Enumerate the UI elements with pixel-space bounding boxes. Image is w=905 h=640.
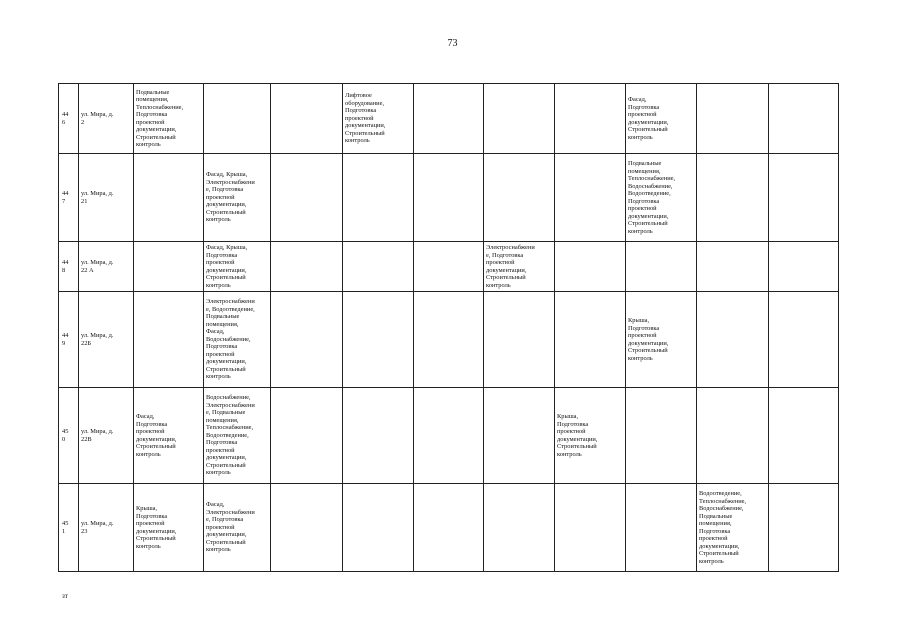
work-cell	[204, 388, 271, 484]
work-cell	[769, 388, 839, 484]
address-cell	[79, 154, 134, 242]
work-cell	[697, 84, 769, 154]
work-cell	[484, 242, 555, 292]
work-cell	[271, 388, 343, 484]
address-cell	[79, 242, 134, 292]
work-text: Фасад, Крыша, Подготовка проектной документации, Строительный контроль	[206, 244, 248, 289]
work-cell	[484, 84, 555, 154]
work-cell	[626, 388, 697, 484]
work-cell	[134, 242, 204, 292]
work-cell	[555, 154, 626, 242]
work-cell	[769, 154, 839, 242]
work-text: Подвальные помещения, Теплоснабжение, Водоснабжение, Водоотведение, Подготовка проектной документации, Строительный контроль	[628, 160, 676, 235]
work-cell	[697, 154, 769, 242]
work-text: Фасад, Подготовка проектной документации, Строительный контроль	[136, 413, 177, 458]
address-text: ул. Мира, д. 22В	[81, 428, 114, 443]
work-cell	[484, 388, 555, 484]
work-cell	[204, 84, 271, 154]
table-row	[59, 388, 839, 484]
work-cell	[555, 484, 626, 572]
row-number-text: 44 6	[62, 111, 69, 126]
work-text: Крыша, Подготовка проектной документации, Строительный контроль	[628, 317, 669, 362]
work-cell	[697, 242, 769, 292]
work-cell	[484, 154, 555, 242]
table-row	[59, 484, 839, 572]
work-cell	[271, 84, 343, 154]
work-cell	[697, 484, 769, 572]
work-cell	[134, 154, 204, 242]
address-cell	[79, 484, 134, 572]
address-text: ул. Мира, д. 22 А	[81, 259, 114, 274]
work-cell	[134, 84, 204, 154]
work-cell	[271, 242, 343, 292]
work-cell	[343, 292, 414, 388]
work-cell	[555, 388, 626, 484]
row-number-text: 44 8	[62, 259, 69, 274]
work-cell	[414, 84, 484, 154]
work-text: Крыша, Подготовка проектной документации, Строительный контроль	[557, 413, 598, 458]
work-cell	[204, 292, 271, 388]
work-cell	[204, 154, 271, 242]
row-number-text: 45 1	[62, 520, 69, 535]
work-cell	[626, 154, 697, 242]
work-cell	[769, 292, 839, 388]
work-cell	[271, 292, 343, 388]
work-text: Водоснабжение, Электроснабжени e, Подвальные помещения, Теплоснабжение, Водоотведение, Подготовка проектной документации, Строительный контроль	[206, 394, 255, 477]
work-cell	[343, 484, 414, 572]
address-text: ул. Мира, д. 22Б	[81, 332, 114, 347]
work-cell	[484, 484, 555, 572]
work-text: Фасад, Электроснабжени e, Подготовка проектной документации, Строительный контроль	[206, 501, 255, 554]
work-cell	[555, 292, 626, 388]
work-cell	[769, 484, 839, 572]
work-cell	[271, 484, 343, 572]
work-cell	[769, 242, 839, 292]
work-cell	[271, 154, 343, 242]
address-text: ул. Мира, д. 23	[81, 520, 114, 535]
work-cell	[414, 154, 484, 242]
work-cell	[414, 388, 484, 484]
work-cell	[204, 242, 271, 292]
address-cell	[79, 292, 134, 388]
work-cell	[626, 292, 697, 388]
table-row	[59, 242, 839, 292]
address-text: ул. Мира, д. 21	[81, 190, 114, 205]
work-text: Электроснабжени e, Водоотведение, Подвальные помещения, Фасад, Водоснабжение, Подготовка проектной документации, Строительный контроль	[206, 298, 255, 381]
work-text: Подвальные помещения, Теплоснабжение, Подготовка проектной документации, Строительный контроль	[136, 88, 184, 148]
work-text: Водоотведение, Теплоснабжение, Водоснабжение, Подвальные помещения, Подготовка проектной документации, Строительный контроль	[699, 490, 747, 565]
work-cell	[555, 84, 626, 154]
work-cell	[697, 292, 769, 388]
work-text: Лифтовое оборудование, Подготовка проектной документации, Строительный контроль	[345, 92, 386, 145]
address-text: ул. Мира, д. 2	[81, 111, 114, 126]
work-cell	[414, 484, 484, 572]
row-number	[59, 154, 79, 242]
work-cell	[626, 84, 697, 154]
work-cell	[134, 292, 204, 388]
work-cell	[414, 292, 484, 388]
table-row	[59, 154, 839, 242]
work-cell	[343, 242, 414, 292]
work-text: Фасад, Крыша, Электроснабжени e, Подготовка проектной документации, Строительный контроль	[206, 171, 255, 224]
address-cell	[79, 388, 134, 484]
row-number-text: 44 7	[62, 190, 69, 205]
work-text: Электроснабжени e, Подготовка проектной документации, Строительный контроль	[486, 244, 535, 289]
row-number	[59, 388, 79, 484]
page-number: 73	[447, 38, 458, 49]
footer-mark: зт	[62, 592, 68, 600]
work-cell	[134, 388, 204, 484]
repair-schedule-table	[58, 83, 839, 572]
row-number-text: 44 9	[62, 332, 69, 347]
work-cell	[484, 292, 555, 388]
work-cell	[134, 484, 204, 572]
address-cell	[79, 84, 134, 154]
work-text: Крыша, Подготовка проектной документации, Строительный контроль	[136, 505, 177, 550]
work-cell	[626, 242, 697, 292]
work-cell	[414, 242, 484, 292]
table-row	[59, 84, 839, 154]
work-cell	[343, 84, 414, 154]
work-cell	[343, 388, 414, 484]
table-row	[59, 292, 839, 388]
work-cell	[204, 484, 271, 572]
work-cell	[555, 242, 626, 292]
row-number	[59, 292, 79, 388]
work-cell	[626, 484, 697, 572]
row-number-text: 45 0	[62, 428, 69, 443]
work-cell	[343, 154, 414, 242]
work-cell	[769, 84, 839, 154]
row-number	[59, 242, 79, 292]
row-number	[59, 484, 79, 572]
work-cell	[697, 388, 769, 484]
row-number	[59, 84, 79, 154]
work-text: Фасад, Подготовка проектной документации, Строительный контроль	[628, 96, 669, 141]
